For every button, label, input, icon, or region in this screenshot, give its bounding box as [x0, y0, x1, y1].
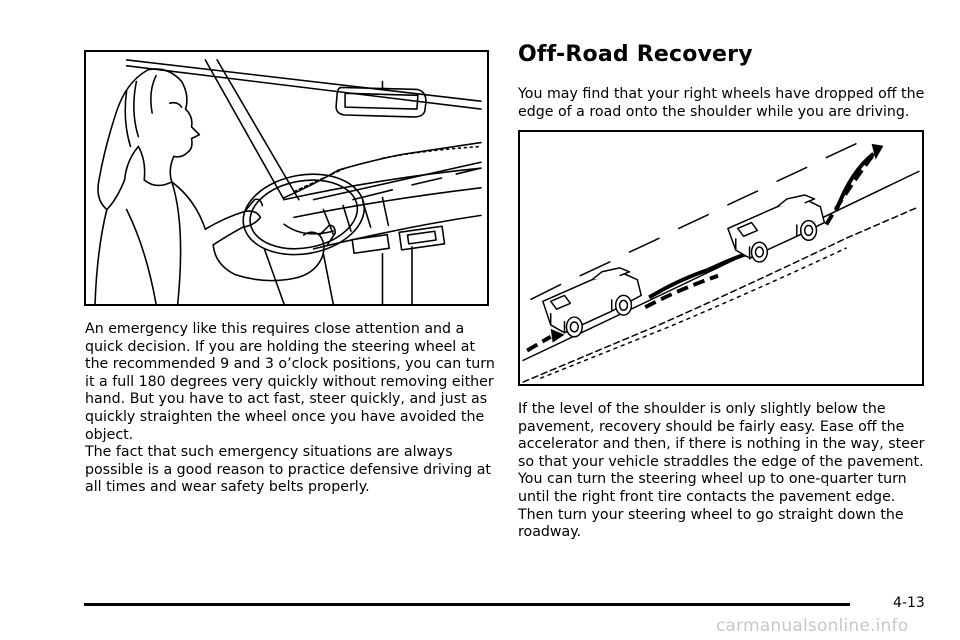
- footer-rule: [84, 603, 850, 606]
- driver-steering-drawing: [86, 52, 487, 304]
- off-road-recovery-drawing: [520, 132, 922, 384]
- recovery-paragraph: If the level of the shoulder is only slightly below the pavement, recovery should be fairly easy. Ease off the accelerator and then, if there is nothing in the way, steer so that your vehicle straddles the edge of the pavement. You can turn the steering wheel up to one-quarter turn until the right front tire contacts the pavement edge. Then turn your steering wheel to go straight down the roadway.: [518, 401, 925, 541]
- off-road-recovery-illustration: [518, 130, 924, 386]
- defensive-driving-paragraph: The fact that such emergency situations are always possible is a good reason to practice defensive driving at all times and wear safety belts properly.: [85, 444, 491, 496]
- emergency-paragraph: An emergency like this requires close attention and a quick decision. If you are holding the steering wheel at the recommended 9 and 3 o’clock positions, you can turn it a full 180 degrees very quickly without removing either hand. But you have to act fast, steer quickly, and just as quickly straighten the wheel once you have avoided the object.: [85, 321, 495, 443]
- page-number: 4-13: [893, 595, 925, 611]
- watermark: carmanualsonline.info: [716, 616, 909, 636]
- driver-steering-illustration: [84, 50, 489, 306]
- section-heading: Off-Road Recovery: [518, 42, 753, 67]
- intro-paragraph: You may find that your right wheels have dropped off the edge of a road onto the shoulder while you are driving.: [518, 86, 925, 120]
